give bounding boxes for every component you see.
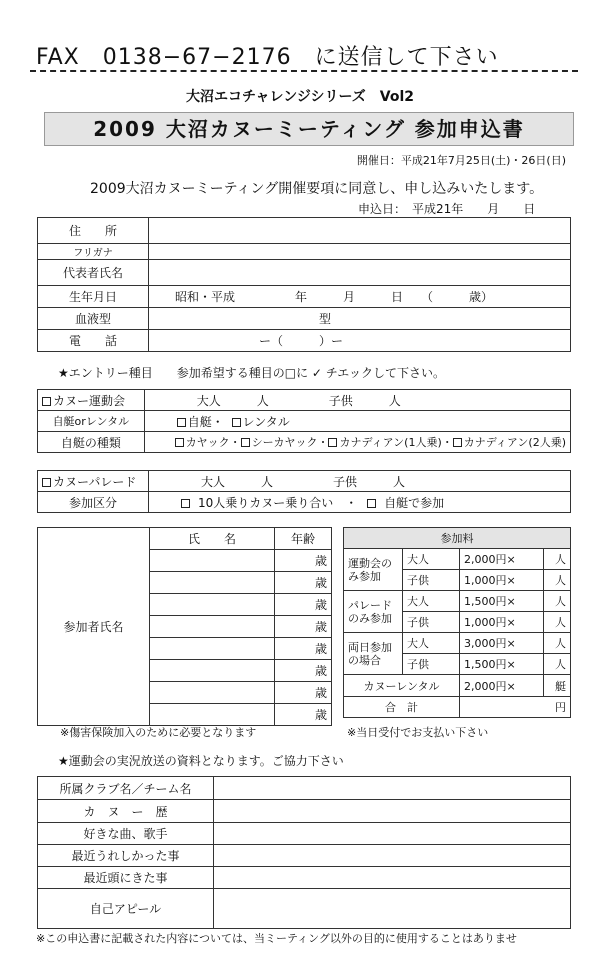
kind-canadian-1: カナディアン(1人乗)・ xyxy=(339,436,453,449)
participant-age[interactable]: 歳 xyxy=(275,616,332,638)
checkbox-icon[interactable] xyxy=(175,438,184,447)
fee-count[interactable]: 人 xyxy=(544,633,571,654)
participant-name[interactable] xyxy=(150,572,275,594)
furigana-field[interactable] xyxy=(149,244,571,260)
applicant-table xyxy=(37,217,571,352)
col-age-header: 年齢 xyxy=(275,528,332,550)
participant-name[interactable] xyxy=(150,550,275,572)
participant-name[interactable] xyxy=(150,660,275,682)
checkbox-icon[interactable] xyxy=(328,438,337,447)
participant-age[interactable]: 歳 xyxy=(275,594,332,616)
form-title xyxy=(44,112,574,146)
canoe-sports-table xyxy=(37,389,571,453)
rental-label: カヌーレンタル xyxy=(344,675,460,697)
parade-check[interactable] xyxy=(38,471,149,492)
fee-price: 2,000円× xyxy=(460,549,544,570)
song-field[interactable] xyxy=(214,823,571,845)
fee-price: 1,000円× xyxy=(460,612,544,633)
checkbox-icon[interactable] xyxy=(42,478,51,487)
insurance-note: ※傷害保険加入のために必要となります xyxy=(60,726,257,739)
participant-name[interactable] xyxy=(150,616,275,638)
rental-count[interactable]: 艇 xyxy=(544,675,571,697)
fee-group-label: 両日参加の場合 xyxy=(344,633,403,675)
history-label: カ ヌ ー 歴 xyxy=(38,800,214,823)
happy-label: 最近うれしかった事 xyxy=(38,845,214,867)
fee-price: 1,000円× xyxy=(460,570,544,591)
rep-name-label: 代表者氏名 xyxy=(38,260,149,286)
participants-table xyxy=(37,527,332,726)
fee-group-label: パレードのみ参加 xyxy=(344,591,403,633)
participant-name[interactable] xyxy=(150,704,275,726)
parade-class-label: 参加区分 xyxy=(38,492,149,513)
angry-label: 最近頭にきた事 xyxy=(38,867,214,889)
angry-field[interactable] xyxy=(214,867,571,889)
phone-label: 電 話 xyxy=(38,330,149,352)
fee-price: 1,500円× xyxy=(460,591,544,612)
fee-price: 1,500円× xyxy=(460,654,544,675)
fee-type: 大人 xyxy=(403,591,460,612)
fee-price: 3,000円× xyxy=(460,633,544,654)
parade-class-options xyxy=(149,492,571,513)
boat-kind-options xyxy=(144,432,570,453)
checkbox-icon[interactable] xyxy=(181,499,190,508)
fee-group-label: 運動会のみ参加 xyxy=(344,549,403,591)
fee-type: 子供 xyxy=(403,612,460,633)
fee-count[interactable]: 人 xyxy=(544,612,571,633)
participant-name[interactable] xyxy=(150,594,275,616)
happy-field[interactable] xyxy=(214,845,571,867)
phone-field[interactable]: ー（ ）ー xyxy=(149,330,571,352)
participant-age[interactable]: 歳 xyxy=(275,572,332,594)
canoe-sports-check[interactable] xyxy=(38,390,145,411)
song-label: 好きな曲、歌手 xyxy=(38,823,214,845)
address-label: 住 所 xyxy=(38,218,149,244)
kind-canadian-2: カナディアン(2人乗) xyxy=(463,436,566,449)
broadcast-table xyxy=(37,776,571,929)
boat-kind-label: 自艇の種類 xyxy=(38,432,145,453)
canoe-sports-label: カヌー運動会 xyxy=(53,393,126,408)
appeal-field[interactable] xyxy=(214,889,571,929)
own-rental-options xyxy=(144,411,570,432)
event-dates: 開催日：平成21年7月25日(土)・26日(日) xyxy=(356,154,566,167)
rep-name-field[interactable] xyxy=(149,260,571,286)
fax-instruction: FAX 0138−67−2176 に送信して下さい xyxy=(36,45,499,70)
parade-label: カヌーパレード xyxy=(53,474,137,489)
participant-age[interactable]: 歳 xyxy=(275,550,332,572)
rental-price: 2,000円× xyxy=(460,675,544,697)
checkbox-icon[interactable] xyxy=(367,499,376,508)
kind-sea-kayak: シーカヤック・ xyxy=(251,436,329,449)
blood-field[interactable]: 型 xyxy=(149,308,571,330)
parade-option-shared: 10人乗りカヌー乗り合い ・ xyxy=(198,495,358,510)
checkbox-icon[interactable] xyxy=(42,397,51,406)
privacy-footer: ※この申込書に記載された内容については、当ミーティング以外の目的に使用することはありませ xyxy=(36,932,517,945)
checkbox-icon[interactable] xyxy=(453,438,462,447)
fee-count[interactable]: 人 xyxy=(544,570,571,591)
participant-age[interactable]: 歳 xyxy=(275,638,332,660)
fee-count[interactable]: 人 xyxy=(544,591,571,612)
history-field[interactable] xyxy=(214,800,571,823)
participant-name[interactable] xyxy=(150,638,275,660)
form-title-text: 2009 大沼カヌーミーティング 参加申込書 xyxy=(93,117,525,141)
parade-counts[interactable]: 大人 人 子供 人 xyxy=(149,471,571,492)
participant-age[interactable]: 歳 xyxy=(275,704,332,726)
kind-kayak: カヤック・ xyxy=(185,436,241,449)
checkbox-icon[interactable] xyxy=(232,418,241,427)
club-label: 所属クラブ名／チーム名 xyxy=(38,777,214,800)
participants-label: 参加者氏名 xyxy=(38,528,150,726)
col-name-header: 氏 名 xyxy=(150,528,275,550)
fax-dashed-line xyxy=(30,70,578,72)
payment-note: ※当日受付でお支払い下さい xyxy=(347,726,489,739)
parade-table xyxy=(37,470,571,513)
birth-field[interactable]: 昭和・平成 年 月 日 （ 歳） xyxy=(149,286,571,308)
canoe-sports-counts[interactable]: 大人 人 子供 人 xyxy=(144,390,570,411)
fee-table xyxy=(343,527,571,718)
blood-label: 血液型 xyxy=(38,308,149,330)
fee-count[interactable]: 人 xyxy=(544,654,571,675)
entry-heading: ★エントリー種目 参加希望する種目の□に ✓ チエックして下さい。 xyxy=(58,366,446,380)
total-field[interactable]: 円 xyxy=(460,697,571,718)
address-field[interactable] xyxy=(149,218,571,244)
club-field[interactable] xyxy=(214,777,571,800)
participant-age[interactable]: 歳 xyxy=(275,682,332,704)
own-rental-label: 自艇orレンタル xyxy=(38,411,145,432)
parade-option-own: 自艇で参加 xyxy=(384,495,445,510)
checkbox-icon[interactable] xyxy=(241,438,250,447)
series-title: 大沼エコチャレンジシリーズ Vol2 xyxy=(185,89,415,105)
fee-type: 大人 xyxy=(403,633,460,654)
own-option: 自艇・ xyxy=(187,414,224,429)
total-label: 合 計 xyxy=(344,697,460,718)
fee-count[interactable]: 人 xyxy=(544,549,571,570)
broadcast-heading: ★運動会の実況放送の資料となります。ご協力下さい xyxy=(58,754,344,768)
participant-age[interactable]: 歳 xyxy=(275,660,332,682)
rental-option: レンタル xyxy=(242,414,290,429)
agreement-statement: 2009大沼カヌーミーティング開催要項に同意し、申し込みいたします。 xyxy=(90,181,544,197)
fee-type: 大人 xyxy=(403,549,460,570)
checkbox-icon[interactable] xyxy=(177,418,186,427)
fee-type: 子供 xyxy=(403,570,460,591)
fee-title: 参加料 xyxy=(344,528,571,549)
apply-date[interactable]: 申込日： 平成21年 月 日 xyxy=(358,202,536,216)
participant-name[interactable] xyxy=(150,682,275,704)
birth-label: 生年月日 xyxy=(38,286,149,308)
furigana-label: フリガナ xyxy=(38,244,149,260)
appeal-label: 自己アピール xyxy=(38,889,214,929)
fee-type: 子供 xyxy=(403,654,460,675)
